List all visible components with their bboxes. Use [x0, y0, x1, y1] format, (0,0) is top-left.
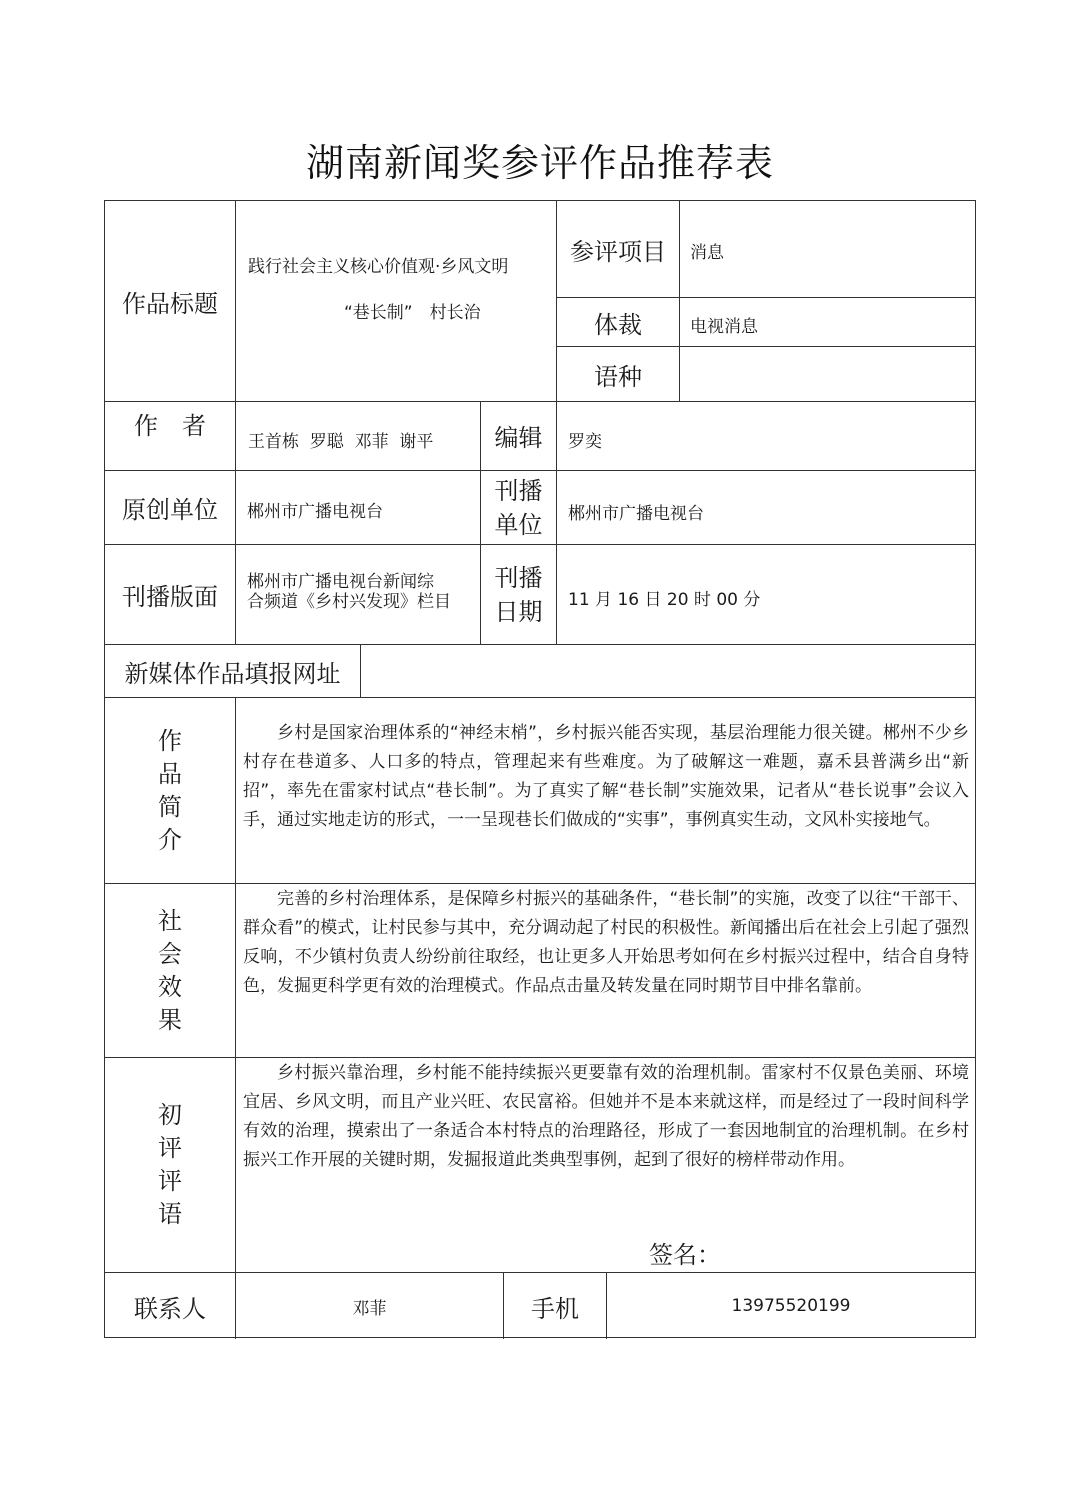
mobile-label: 手机	[531, 1294, 579, 1323]
original-unit-label: 原创单位	[122, 496, 218, 524]
authors-value: 王首栋 罗聪 邓菲 谢平	[248, 432, 434, 452]
editor-label: 编辑	[494, 424, 543, 452]
publish-unit-value: 郴州市广播电视台	[568, 504, 704, 524]
publish-date-value: 11 月 16 日 20 时 00 分	[568, 590, 761, 610]
recommendation-form	[104, 200, 976, 1338]
publish-date-label-line2: 日期	[494, 597, 543, 626]
category-label: 参评项目	[570, 237, 666, 266]
social-effect-label-char: 效	[158, 972, 182, 1001]
review-text: 乡村振兴靠治理，乡村能不能持续振兴更要靠有效的治理机制。雷家村不仅景色美丽、环境宜居、乡风文明，而且产业兴旺、农民富裕。但她并不是本来就这样，而是经过了一段时间科学有效的治理，摸索出了一条适合本村特点的治理路径，形成了一套因地制宜的治理机制。在乡村振兴工作开展的关键时期，发掘报道此类典型事例，起到了很好的榜样带动作用。	[243, 1063, 969, 1170]
publish-unit-label-line1: 刊播	[494, 476, 543, 505]
publish-section-label: 刊播版面	[122, 583, 218, 611]
publish-section-value	[247, 572, 479, 612]
review-label-char: 语	[158, 1200, 182, 1228]
authors-label: 作 者	[134, 411, 206, 440]
page-title: 湖南新闻奖参评作品推荐表	[305, 141, 774, 185]
summary-label-char: 品	[158, 759, 182, 788]
editor-value: 罗奕	[568, 432, 602, 452]
work-title-line1: 践行社会主义核心价值观·乡风文明	[248, 257, 509, 277]
publish-section-line1: 郴州市广播电视台新闻综	[247, 572, 434, 592]
category-value: 消息	[690, 243, 724, 263]
original-unit-value: 郴州市广播电视台	[247, 502, 383, 522]
summary-label-char: 介	[158, 825, 182, 854]
column-divider	[679, 201, 680, 401]
work-title-label: 作品标题	[122, 289, 218, 318]
summary-text: 乡村是国家治理体系的“神经末梢”，乡村振兴能否实现，基层治理能力很关键。郴州不少乡村存在巷道多、人口多的特点，管理起来有些难度。为了破解这一难题，嘉禾县普满乡出“新招”，率先在雷家村试点“巷长制”。为了真实了解“巷长制”实施效果，记者从“巷长说事”会议入手，通过实地走访的形式，一一呈现巷长们做成的“实事”，事例真实生动，文风朴实接地气。	[243, 723, 969, 830]
new-media-url-label: 新媒体作品填报网址	[124, 659, 341, 688]
contact-label: 联系人	[134, 1294, 206, 1323]
summary-label	[105, 698, 235, 883]
column-divider	[360, 644, 361, 697]
contact-value: 邓菲	[352, 1298, 387, 1319]
publish-date-label	[481, 545, 556, 644]
genre-label: 体裁	[594, 310, 642, 339]
review-label-char: 评	[158, 1134, 182, 1162]
social-effect-label-char: 会	[158, 939, 182, 968]
publish-unit-label-line2: 单位	[494, 510, 543, 539]
review-label	[105, 1058, 235, 1272]
column-divider	[235, 697, 236, 1339]
publish-unit-label	[481, 471, 556, 544]
work-title-value	[236, 201, 556, 401]
mobile-value: 13975520199	[731, 1296, 851, 1316]
social-effect-label-char: 果	[158, 1005, 182, 1034]
social-effect-label-char: 社	[158, 906, 182, 935]
summary-label-char: 作	[158, 726, 182, 755]
review-label-char: 评	[158, 1167, 182, 1195]
publish-date-label-line1: 刊播	[494, 563, 543, 592]
genre-value: 电视消息	[690, 317, 758, 337]
social-effect-label	[105, 884, 235, 1057]
work-title-line2: “巷长制” 村长治	[344, 303, 481, 323]
language-label: 语种	[594, 362, 642, 391]
publish-section-line2: 合频道《乡村兴发现》栏目	[247, 592, 451, 612]
signature-label: 签名：	[649, 1241, 721, 1269]
social-effect-text: 完善的乡村治理体系，是保障乡村振兴的基础条件，“巷长制”的实施，改变了以往“干部干、群众看”的模式，让村民参与其中，充分调动起了村民的积极性。新闻播出后在社会上引起了强烈反响，不少镇村负责人纷纷前往取经，也让更多人开始思考如何在乡村振兴过程中，结合自身特色，发掘更科学更有效的治理模式。作品点击量及转发量在同时期节目中排名靠前。	[243, 889, 969, 996]
review-label-char: 初	[158, 1101, 182, 1129]
summary-label-char: 简	[158, 792, 182, 821]
column-divider	[556, 401, 557, 644]
